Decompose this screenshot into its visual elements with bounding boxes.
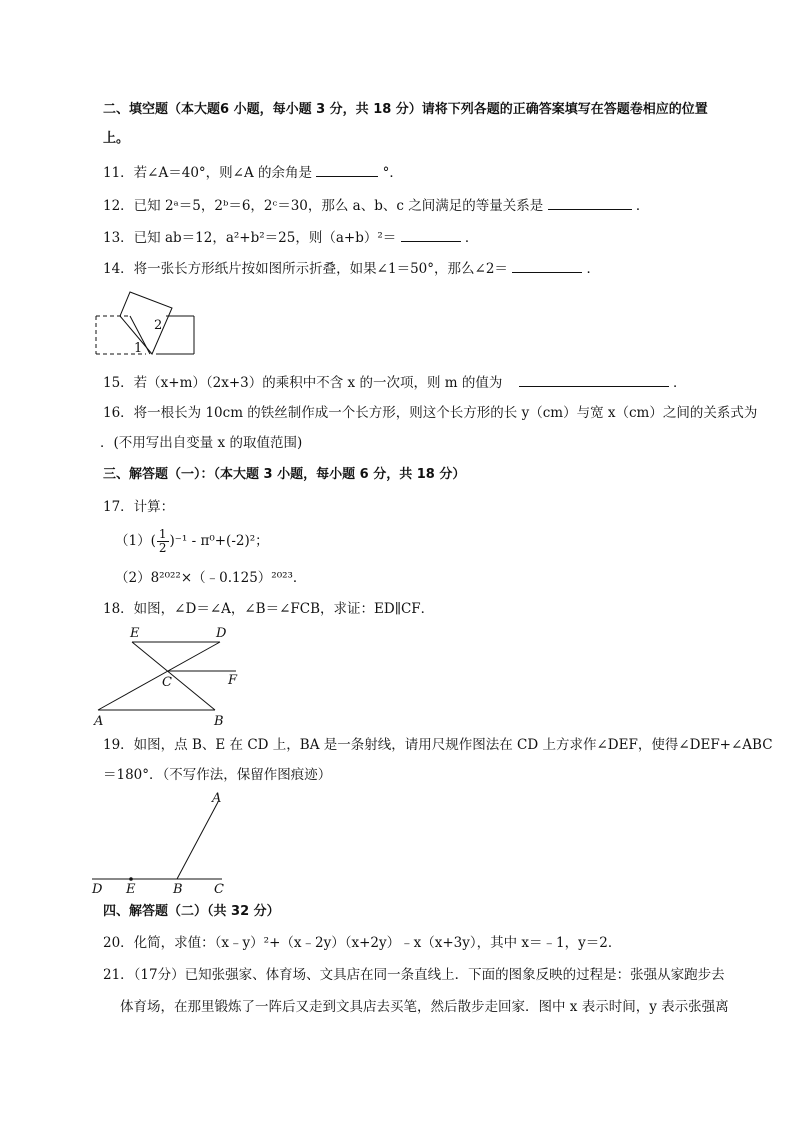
question-18: 18．如图，∠D＝∠A，∠B＝∠FCB，求证：ED∥CF．: [103, 601, 435, 617]
q15-text: 15．若（x+m）（2x+3）的乘积中不含 x 的一次项，则 m 的值为: [103, 375, 503, 391]
q17-frac-numerator: 1: [158, 527, 167, 541]
question-19: 19．如图，点 B、E 在 CD 上，BA 是一条射线，请用尺规作图法在 CD 上方求作∠DEF，使得∠DEF+∠ABC: [103, 737, 773, 753]
q14-suffix: ．: [586, 261, 601, 277]
section4-heading: 四、解答题（二）（共 32 分）: [103, 904, 280, 919]
q12-suffix: ．: [635, 198, 650, 214]
q18-label-f: F: [228, 673, 238, 688]
q15-suffix: ．: [672, 375, 687, 391]
q14-angle-1-label: 1: [134, 341, 143, 356]
question-12: [103, 196, 649, 215]
q18-figure: [90, 622, 250, 730]
question-20: 20．化简，求值：（x﹣y）²+（x﹣2y）（x+2y）﹣x（x+3y），其中 x＝﹣1，y＝2．: [103, 935, 622, 951]
section2-heading-cont: 上。: [103, 131, 130, 146]
q18-label-d: D: [216, 626, 227, 641]
q15-answer-blank: [519, 373, 669, 387]
q19-figure: [88, 788, 238, 898]
q17-part1: （1）( $\frac{1}{2}$ )⁻¹ - π⁰+(-2)²；: [115, 527, 269, 555]
question-17: 17．计算：: [103, 499, 175, 515]
q11-text: 11．若∠A＝40°，则∠A 的余角是: [103, 165, 313, 181]
q18-label-a: A: [94, 714, 104, 729]
q18-label-e: E: [130, 626, 140, 641]
q17-frac-denominator: 2: [158, 541, 167, 555]
question-19-cont: ＝180°．（不写作法，保留作图痕迹）: [103, 767, 332, 783]
section3-heading: 三、解答题（一）：（本大题 3 小题，每小题 6 分，共 18 分）: [103, 467, 466, 482]
q13-text: 13．已知 ab＝12，a²+b²＝25，则（a+b）²＝: [103, 230, 397, 246]
q14-fold-figure: [90, 286, 200, 358]
q19-label-b: B: [173, 882, 183, 897]
q17-part1-prefix: （1）: [115, 533, 151, 549]
section2-heading: 二、填空题（本大题6 小题，每小题 3 分，共 18 分）请将下列各题的正确答案填写在答题卷相应的位置: [103, 102, 708, 117]
question-21: 21．（17分）已知张强家、体育场、文具店在同一条直线上．下面的图象反映的过程是：张强从家跑步去: [103, 967, 725, 983]
q13-suffix: ．: [464, 230, 479, 246]
q19-label-c: C: [214, 882, 224, 897]
question-15: [103, 373, 686, 392]
question-16: 16．将一根长为 10cm 的铁丝制作成一个长方形，则这个长方形的长 y（cm）与宽 x（cm）之间的关系式为: [103, 405, 758, 421]
q12-text: 12．已知 2ᵃ＝5，2ᵇ＝6，2ᶜ＝30，那么 a、b、c 之间满足的等量关系是: [103, 198, 544, 214]
q19-label-a: A: [212, 791, 222, 806]
question-14: [103, 259, 600, 278]
q11-suffix: °．: [382, 165, 403, 181]
q19-label-d: D: [92, 882, 103, 897]
q11-answer-blank: [316, 163, 378, 177]
q12-answer-blank: [548, 196, 632, 210]
q13-answer-blank: [401, 228, 461, 242]
q14-answer-blank: [512, 259, 582, 273]
question-21-cont: 体育场，在那里锻炼了一阵后又走到文具店去买笔，然后散步走回家．图中 x 表示时间，y 表示张强离: [120, 999, 729, 1015]
q18-label-b: B: [214, 714, 224, 729]
q17-part1-rest: )⁻¹ - π⁰+(-2)²；: [169, 533, 269, 549]
q19-label-e: E: [126, 882, 136, 897]
question-11: [103, 163, 403, 182]
question-16-cont: ．(不用写出自变量 x 的取值范围): [100, 435, 303, 451]
question-13: [103, 228, 478, 247]
q14-angle-2-label: 2: [154, 318, 163, 333]
q18-label-c: C: [162, 675, 172, 690]
q14-text: 14．将一张长方形纸片按如图所示折叠，如果∠1＝50°，那么∠2＝: [103, 261, 508, 277]
q17-part2: （2）8²⁰²²×（﹣0.125）²⁰²³．: [115, 570, 307, 586]
q17-fraction: [157, 528, 169, 555]
